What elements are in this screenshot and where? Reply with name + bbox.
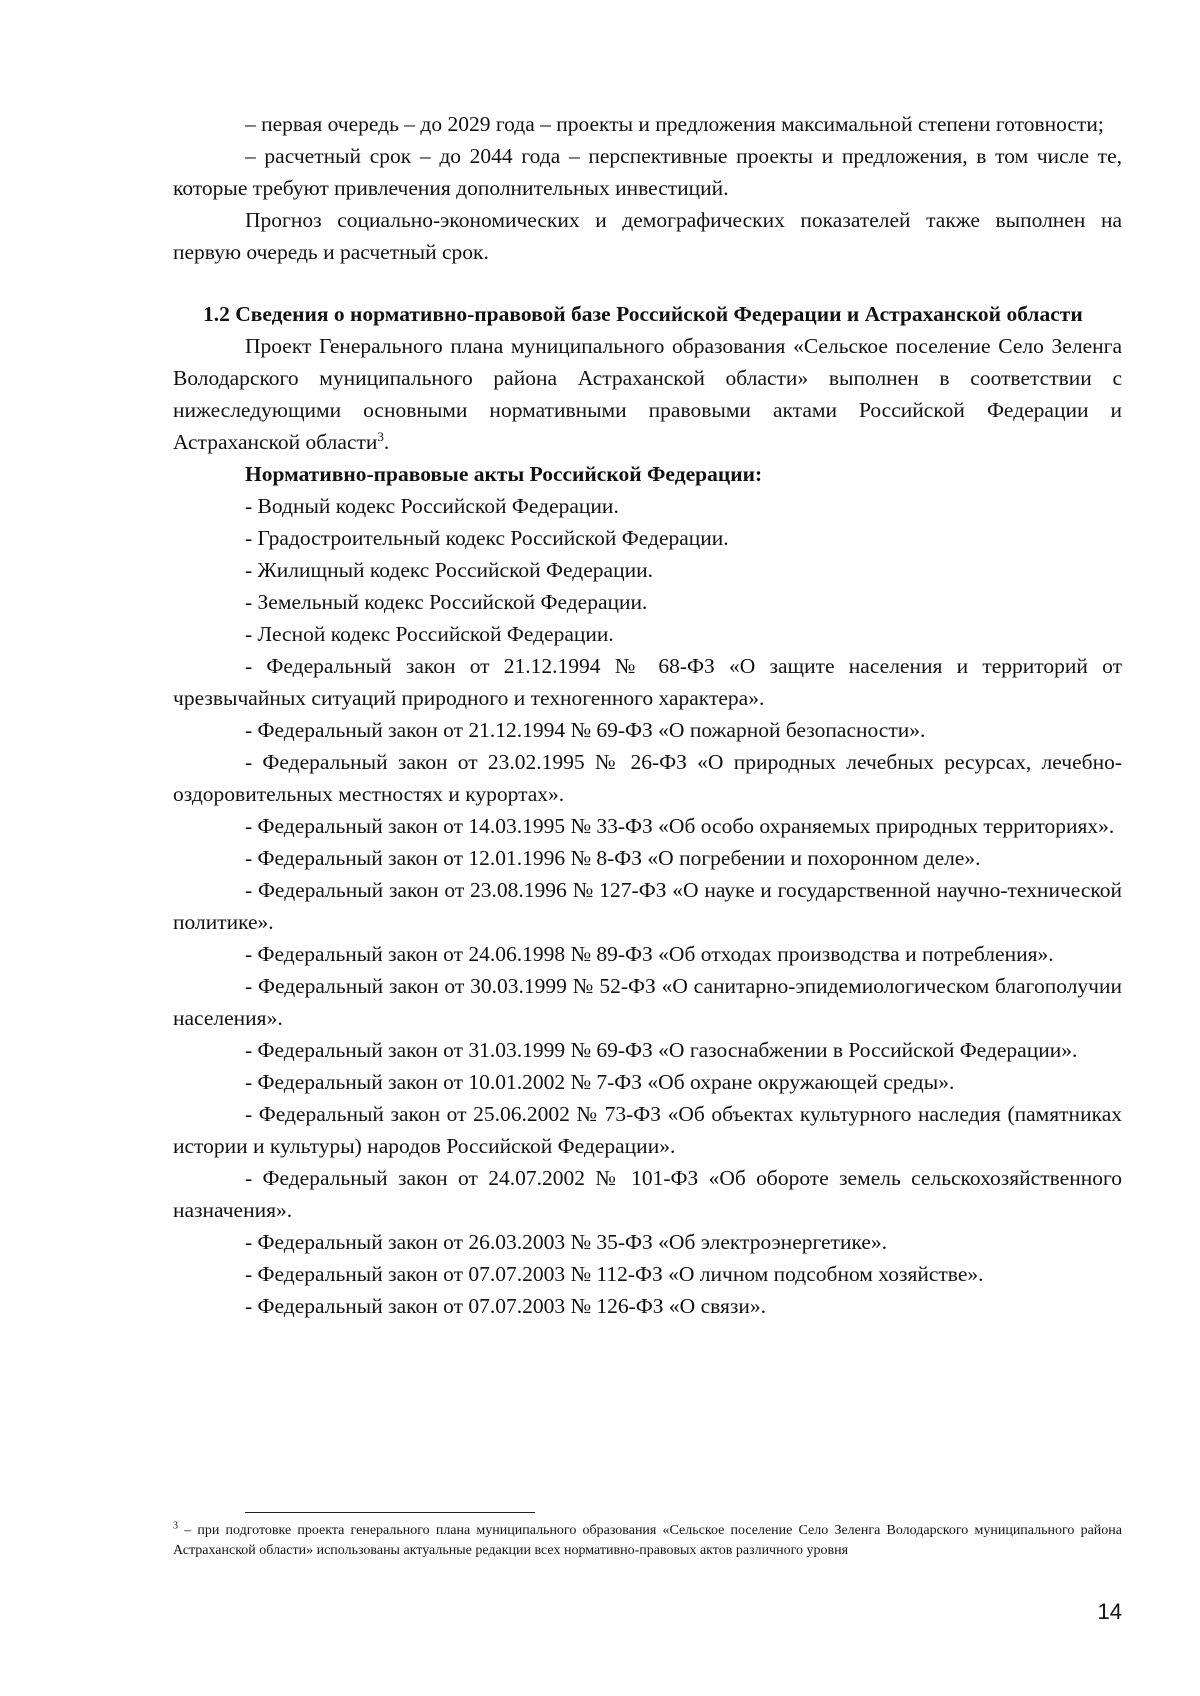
list-item: - Федеральный закон от 31.03.1999 № 69-ФЗ «О газоснабжении в Российской Федерации».	[245, 1038, 1078, 1062]
list-item: - Федеральный закон от 30.03.1999 № 52-ФЗ «О санитарно-эпидемиологическом благополучии населения».	[173, 974, 1122, 1030]
list-item: - Федеральный закон от 12.01.1996 № 8-ФЗ «О погребении и похоронном деле».	[245, 846, 981, 870]
footnote-text: – при подготовке проекта генерального плана муниципального образования «Сельское поселение Село Зеленга Володарского муниципального района Астраханской области» использованы актуальные редакции всех нормативно-правовых актов различного уровня	[173, 1523, 1122, 1558]
list-item: - Федеральный закон от 07.07.2003 № 126-ФЗ «О связи».	[245, 1294, 766, 1318]
footnote	[173, 1521, 1122, 1561]
list-item: - Лесной кодекс Российской Федерации.	[245, 622, 614, 646]
list-item: - Федеральный закон от 23.08.1996 № 127-ФЗ «О науке и государственной научно-технической политике».	[173, 878, 1122, 934]
section-intro-text: Проект Генерального плана муниципального образования «Сельское поселение Село Зеленга Володарского муниципального района Астраханской области» выполнен в соответствии с нижеследующими основными нормативными правовыми актами Российской Федерации и Астраханской области	[173, 334, 1122, 454]
list-item: - Федеральный закон от 10.01.2002 № 7-ФЗ «Об охране окружающей среды».	[245, 1070, 955, 1094]
list-item: - Градостроительный кодекс Российской Федерации.	[245, 526, 729, 550]
section-intro	[173, 330, 1122, 458]
list-item: - Земельный кодекс Российской Федерации.	[245, 590, 648, 614]
section-heading: 1.2 Сведения о нормативно-правовой базе Российской Федерации и Астраханской области	[203, 302, 1083, 326]
acts-list	[173, 490, 1122, 1322]
subheading-rf-acts: Нормативно-правовые акты Российской Федерации:	[245, 462, 763, 486]
section-intro-end: .	[383, 430, 390, 454]
list-item: - Федеральный закон от 24.07.2002 № 101-ФЗ «Об обороте земель сельскохозяйственного назначения».	[173, 1166, 1122, 1222]
list-item: - Федеральный закон от 14.03.1995 № 33-ФЗ «Об особо охраняемых природных территориях».	[245, 814, 1115, 838]
list-item: - Федеральный закон от 21.12.1994 № 69-ФЗ «О пожарной безопасности».	[245, 718, 926, 742]
footnote-separator	[245, 1512, 535, 1513]
list-item: - Федеральный закон от 21.12.1994 № 68-ФЗ «О защите населения и территорий от чрезвычайных ситуаций природного и техногенного характера».	[173, 654, 1122, 710]
list-item: - Федеральный закон от 26.03.2003 № 35-ФЗ «Об электроэнергетике».	[245, 1230, 888, 1254]
list-item: - Федеральный закон от 07.07.2003 № 112-ФЗ «О личном подсобном хозяйстве».	[245, 1262, 984, 1286]
list-item: - Жилищный кодекс Российской Федерации.	[245, 558, 653, 582]
list-item: - Федеральный закон от 23.02.1995 № 26-ФЗ «О природных лечебных ресурсах, лечебно-оздоровительных местностях и курортах».	[173, 750, 1122, 806]
paragraph-calculated-term: – расчетный срок – до 2044 года – перспективные проекты и предложения, в том числе те, которые требуют привлечения дополнительных инвестиций.	[173, 144, 1122, 200]
paragraph-first-stage: – первая очередь – до 2029 года – проекты и предложения максимальной степени готовности;	[245, 112, 1104, 136]
footnote-reference[interactable]: 3	[377, 428, 384, 444]
list-item: - Водный кодекс Российской Федерации.	[245, 494, 619, 518]
body-text	[173, 108, 1122, 1322]
list-item: - Федеральный закон от 25.06.2002 № 73-ФЗ «Об объектах культурного наследия (памятниках истории и культуры) народов Российской Федерации».	[173, 1102, 1122, 1158]
paragraph-forecast: Прогноз социально-экономических и демографических показателей также выполнен на первую очередь и расчетный срок.	[173, 208, 1122, 264]
footnote-marker: 3	[173, 1520, 178, 1532]
page-number: 14	[1097, 1599, 1122, 1624]
list-item: - Федеральный закон от 24.06.1998 № 89-ФЗ «Об отходах производства и потребления».	[245, 942, 1054, 966]
